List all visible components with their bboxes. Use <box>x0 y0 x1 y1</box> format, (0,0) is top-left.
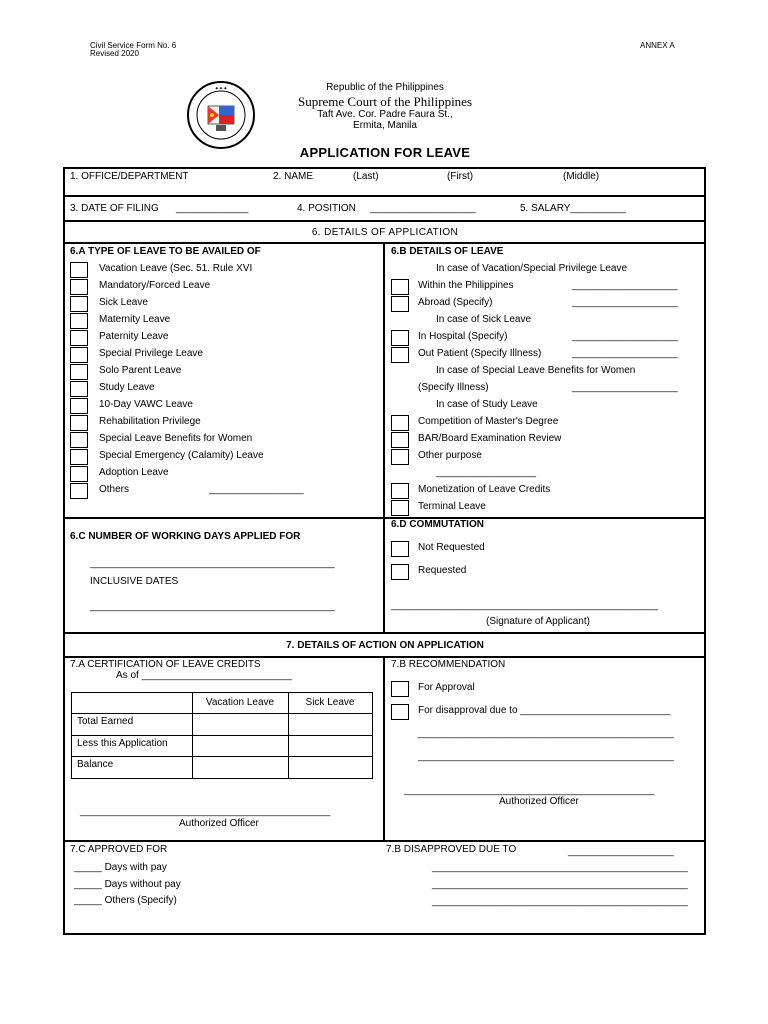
masters-degree-checkbox[interactable] <box>391 415 409 431</box>
not-requested-label: Not Requested <box>418 542 485 553</box>
section-6-heading: 6. DETAILS OF APPLICATION <box>311 227 459 238</box>
leave-checkbox[interactable] <box>70 347 88 363</box>
date-filing-label: 3. DATE OF FILING <box>70 203 159 214</box>
leave-type-label: Paternity Leave <box>99 331 169 342</box>
leave-checkbox[interactable] <box>70 483 88 499</box>
leave-checkbox[interactable] <box>70 466 88 482</box>
requested-checkbox[interactable] <box>391 564 409 580</box>
leave-checkbox[interactable] <box>70 415 88 431</box>
as-of-line[interactable]: As of ___________________________ <box>116 670 292 681</box>
leave-checkbox[interactable] <box>70 398 88 414</box>
leave-checkbox[interactable] <box>70 432 88 448</box>
for-approval-label: For Approval <box>418 682 475 693</box>
table-row-label: Total Earned <box>77 716 134 727</box>
inclusive-dates-label: INCLUSIVE DATES <box>90 576 179 587</box>
sick-case-label: In case of Sick Leave <box>436 314 532 325</box>
name-label: 2. NAME <box>273 171 314 182</box>
table-row-label: Less this Application <box>77 738 168 749</box>
leave-type-label: 10-Day VAWC Leave <box>99 399 193 410</box>
terminal-leave-label: Terminal Leave <box>418 501 486 512</box>
other-purpose-checkbox[interactable] <box>391 449 409 465</box>
others-blank[interactable]: _________________ <box>209 484 304 495</box>
applicant-signature-label: (Signature of Applicant) <box>486 616 590 627</box>
column-header-vacation: Vacation Leave <box>205 697 275 708</box>
section-6b-heading: 6.B DETAILS OF LEAVE <box>391 246 504 257</box>
position-blank[interactable]: ___________________ <box>370 203 476 214</box>
other-purpose-label: Other purpose <box>418 450 482 461</box>
abroad-label: Abroad (Specify) <box>418 297 493 308</box>
leave-checkbox[interactable] <box>70 381 88 397</box>
column-header-sick: Sick Leave <box>305 697 355 708</box>
section-6d-heading: 6.D COMMUTATION <box>391 519 484 530</box>
terminal-leave-checkbox[interactable] <box>391 500 409 516</box>
in-hospital-checkbox[interactable] <box>391 330 409 346</box>
out-patient-checkbox[interactable] <box>391 347 409 363</box>
authorized-officer-7b: Authorized Officer <box>499 796 579 807</box>
abroad-blank[interactable]: ___________________ <box>572 297 678 308</box>
within-philippines-checkbox[interactable] <box>391 279 409 295</box>
disapproval-reason-line[interactable]: ______________________________________________ <box>418 751 674 762</box>
days-without-pay[interactable]: _____ Days without pay <box>74 879 181 890</box>
disapproved-blank[interactable]: ___________________ <box>568 846 674 857</box>
disapproved-line[interactable]: ______________________________________________ <box>432 862 688 873</box>
study-case-label: In case of Study Leave <box>436 399 538 410</box>
leave-checkbox[interactable] <box>70 279 88 295</box>
form-number: Civil Service Form No. 6 <box>90 41 177 50</box>
supreme-court-seal <box>186 80 256 150</box>
office-department-label: 1. OFFICE/DEPARTMENT <box>70 171 189 182</box>
days-with-pay[interactable]: _____ Days with pay <box>74 862 167 873</box>
officer-signature-line-7a[interactable]: _____________________________________________ <box>80 806 331 817</box>
monetization-checkbox[interactable] <box>391 483 409 499</box>
out-patient-label: Out Patient (Specify Illness) <box>418 348 542 359</box>
requested-label: Requested <box>418 565 467 576</box>
header-court: Supreme Court of the Philippines <box>297 94 473 109</box>
section-6a-heading: 6.A TYPE OF LEAVE TO BE AVAILED OF <box>70 246 261 257</box>
leave-checkbox[interactable] <box>70 364 88 380</box>
leave-type-label: Others <box>99 484 130 495</box>
not-requested-checkbox[interactable] <box>391 541 409 557</box>
svg-text:✦✦✦: ✦✦✦ <box>214 86 228 92</box>
form-revised: Revised 2020 <box>90 49 139 58</box>
for-disapproval-label[interactable]: For disapproval due to ___________________________ <box>418 705 671 716</box>
section-6c-heading: 6.C NUMBER OF WORKING DAYS APPLIED FOR <box>70 531 301 542</box>
salary-label[interactable]: 5. SALARY__________ <box>520 203 627 214</box>
working-days-blank[interactable]: ____________________________________________ <box>90 558 335 569</box>
leave-type-label: Special Privilege Leave <box>99 348 203 359</box>
officer-signature-line-7b[interactable]: _____________________________________________ <box>404 785 655 796</box>
table-row-label: Balance <box>77 759 114 770</box>
inclusive-dates-blank[interactable]: ____________________________________________ <box>90 601 335 612</box>
masters-degree-label: Competition of Master's Degree <box>418 416 559 427</box>
leave-type-label: Vacation Leave (Sec. 51. Rule XVI <box>99 263 253 274</box>
header-address-2: Ermita, Manila <box>353 120 417 131</box>
disapproved-line[interactable]: ______________________________________________ <box>432 896 688 907</box>
specify-illness-label: (Specify Illness) <box>418 382 489 393</box>
leave-checkbox[interactable] <box>70 296 88 312</box>
leave-type-label: Adoption Leave <box>99 467 169 478</box>
leave-type-label: Study Leave <box>99 382 155 393</box>
name-last-label: (Last) <box>353 171 379 182</box>
section-7a-heading: 7.A CERTIFICATION OF LEAVE CREDITS <box>70 659 261 670</box>
within-philippines-label: Within the Philippines <box>418 280 514 291</box>
for-approval-checkbox[interactable] <box>391 681 409 697</box>
name-first-label: (First) <box>447 171 474 182</box>
out-patient-blank[interactable]: ___________________ <box>572 348 678 359</box>
vacation-case-label: In case of Vacation/Special Privilege Leave <box>436 263 628 274</box>
monetization-label: Monetization of Leave Credits <box>418 484 551 495</box>
other-purpose-blank[interactable]: __________________ <box>436 467 537 478</box>
leave-type-label: Rehabilitation Privilege <box>99 416 201 427</box>
name-middle-label: (Middle) <box>563 171 600 182</box>
leave-type-label: Solo Parent Leave <box>99 365 182 376</box>
annex-label: ANNEX A <box>640 41 675 50</box>
leave-type-label: Maternity Leave <box>99 314 171 325</box>
leave-type-label: Special Leave Benefits for Women <box>99 433 253 444</box>
position-label: 4. POSITION <box>297 203 356 214</box>
authorized-officer-7a: Authorized Officer <box>179 818 259 829</box>
abroad-checkbox[interactable] <box>391 296 409 312</box>
header-republic: Republic of the Philippines <box>326 82 444 93</box>
for-disapproval-checkbox[interactable] <box>391 704 409 720</box>
disapproved-line[interactable]: ______________________________________________ <box>432 879 688 890</box>
specify-illness-blank[interactable]: ___________________ <box>572 382 678 393</box>
header-address-1: Taft Ave. Cor. Padre Faura St., <box>317 109 453 120</box>
leave-checkbox[interactable] <box>70 262 88 278</box>
in-hospital-label: In Hospital (Specify) <box>418 331 508 342</box>
leave-checkbox[interactable] <box>70 449 88 465</box>
others-specify[interactable]: _____ Others (Specify) <box>74 895 177 906</box>
applicant-signature-line[interactable]: ________________________________________________ <box>391 600 658 611</box>
date-filing-blank[interactable]: _____________ <box>176 203 249 214</box>
leave-checkbox[interactable] <box>70 330 88 346</box>
section-7c-heading: 7.C APPROVED FOR <box>70 844 168 855</box>
section-7b-heading: 7.B RECOMMENDATION <box>391 659 506 670</box>
in-hospital-blank[interactable]: ___________________ <box>572 331 678 342</box>
leave-type-label: Sick Leave <box>99 297 148 308</box>
page-title: APPLICATION FOR LEAVE <box>299 145 471 160</box>
bar-review-checkbox[interactable] <box>391 432 409 448</box>
section-7-heading: 7. DETAILS OF ACTION ON APPLICATION <box>286 640 484 651</box>
leave-checkbox[interactable] <box>70 313 88 329</box>
women-case-label: In case of Special Leave Benefits for Women <box>436 365 636 376</box>
bar-review-label: BAR/Board Examination Review <box>418 433 562 444</box>
section-7d-heading: 7.B DISAPPROVED DUE TO <box>386 844 517 855</box>
disapproval-reason-line[interactable]: ______________________________________________ <box>418 728 674 739</box>
within-philippines-blank[interactable]: ___________________ <box>572 280 678 291</box>
leave-type-label: Special Emergency (Calamity) Leave <box>99 450 264 461</box>
leave-type-label: Mandatory/Forced Leave <box>99 280 211 291</box>
